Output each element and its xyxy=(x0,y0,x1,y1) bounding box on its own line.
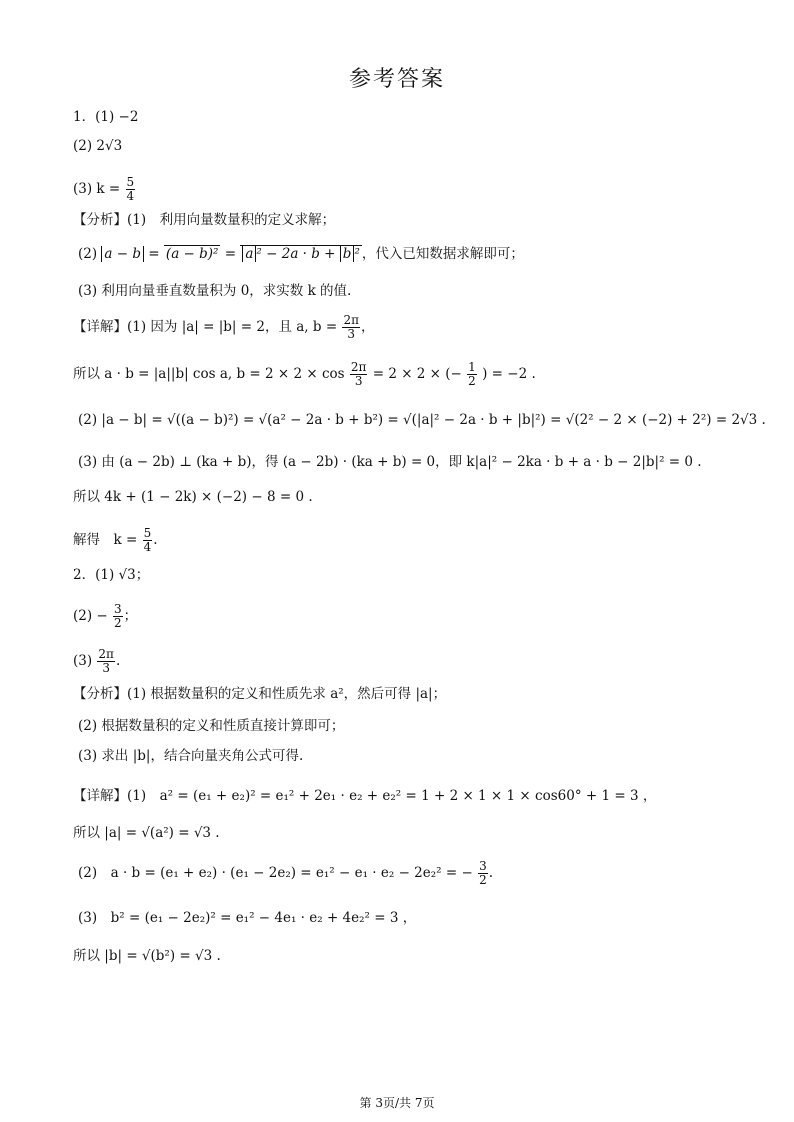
detail-1-2-fraction-a xyxy=(350,361,368,388)
fraction-denominator: 4 xyxy=(143,540,152,554)
detail-1-1-text: 【详解】(1) 因为 |a| = |b| = 2，且 a, b = xyxy=(73,319,338,335)
detail-1-6-fraction xyxy=(143,527,153,554)
detail-1-2-text-c: ) = −2 . xyxy=(482,366,536,382)
detail-2-1: 【详解】(1) a² = (e₁ + e₂)² = e₁² + 2e₁ · e₂ + e₂² = 1 + 2 × 1 × 1 × cos60° + 1 = 3 ， xyxy=(73,788,657,804)
detail-1-2 xyxy=(73,361,536,388)
detail-2-5: 所以 |b| = √(b²) = √3 . xyxy=(73,948,221,964)
answer-2-3-fraction xyxy=(97,648,115,675)
fraction-numerator: 2π xyxy=(98,647,114,661)
answer-2-3-label: (3) xyxy=(73,653,93,669)
detail-2-4: (3) b² = (e₁ − 2e₂)² = e₁² − 4e₁ · e₂ + 4e₂² = 3 ， xyxy=(78,910,417,926)
detail-2-2: 所以 |a| = √(a²) = √3 . xyxy=(73,825,220,841)
fraction-numerator: 3 xyxy=(114,602,122,616)
analysis-2-1: 【分析】(1) 根据数量积的定义和性质先求 a²，然后可得 |a|； xyxy=(73,686,447,702)
answer-1-3 xyxy=(73,176,136,203)
answer-2-1: 2．(1) √3； xyxy=(73,567,150,583)
answer-2-2-label: (2) − xyxy=(73,608,108,624)
detail-1-1-fraction xyxy=(342,314,360,341)
detail-1-6-text: 解得 k = xyxy=(73,532,138,548)
detail-1-3: (2) |a − b| = √((a − b)²) = √(a² − 2a · b + b²) = √(|a|² − 2a · b + |b|²) = √(2² − 2 × (−2) + 2²) = 2√3 . xyxy=(78,412,766,428)
analysis-1-1: 【分析】(1) 利用向量数量积的定义求解； xyxy=(73,212,336,228)
answer-1-1: 1．(1) −2 xyxy=(73,109,139,125)
fraction-numerator: 2π xyxy=(343,313,359,327)
detail-1-1: 【详解】(1) 因为 |a| = |b| = 2，且 a, b = $\frac{2\pi}{3}$ ， xyxy=(73,313,375,341)
fraction-numerator: 5 xyxy=(126,175,135,189)
detail-2-3: (2) a · b = (e₁ + e₂) · (e₁ − 2e₂) = e₁² − e₁ · e₂ − 2e₂² = − $\frac{3}{2}$ . xyxy=(78,859,494,887)
fraction-denominator: 4 xyxy=(126,189,135,203)
fraction-denominator: 2 xyxy=(479,873,487,887)
analysis-1-2 xyxy=(78,244,524,264)
detail-1-2-text: 所以 a · b = |a||b| cos a, b = 2 × 2 × cos xyxy=(73,366,345,382)
page-footer: 第 3页/共 7页 xyxy=(359,1096,435,1110)
fraction-denominator: 3 xyxy=(347,327,356,341)
fraction-numerator: 3 xyxy=(479,859,487,873)
detail-2-3-fraction xyxy=(478,860,488,887)
fraction-denominator: 3 xyxy=(354,374,363,388)
detail-2-3-text: (2) a · b = (e₁ + e₂) · (e₁ − 2e₂) = e₁² − e₁ · e₂ − 2e₂² = − xyxy=(78,865,473,881)
detail-1-4: (3) 由 (a − 2b) ⊥ (ka + b)，得 (a − 2b) · (ka + b) = 0，即 k|a|² − 2ka · b + a · b − 2|b|² = 0 . xyxy=(78,454,702,470)
answer-1-3-fraction xyxy=(126,176,136,203)
analysis-1-2-formula: (2) a − b = (a − b)² = a ² − 2a · b + b ² xyxy=(78,246,360,262)
analysis-1-2-text: ，代入已知数据求解即可； xyxy=(361,246,524,262)
analysis-2-3: (3) 求出 |b|，结合向量夹角公式可得. xyxy=(78,748,304,764)
detail-1-2-text-b: = 2 × 2 × (− xyxy=(372,366,462,382)
fraction-numerator: 1 xyxy=(468,360,476,374)
answer-2-3: (3) $\frac{2\pi}{3}$ . xyxy=(73,647,121,675)
page-title: 参考答案 xyxy=(348,67,445,92)
detail-1-2-fraction-b xyxy=(467,361,477,388)
fraction-numerator: 2π xyxy=(350,360,367,374)
analysis-1-3: (3) 利用向量垂直数量积为 0，求实数 k 的值. xyxy=(78,283,352,299)
fraction-denominator: 2 xyxy=(114,616,122,630)
answer-1-3-label: (3) k = xyxy=(73,181,121,197)
fraction-denominator: 3 xyxy=(102,661,110,675)
fraction-denominator: 2 xyxy=(468,374,476,388)
answer-2-2: (2) − $\frac{3}{2}$ ； xyxy=(73,602,138,630)
fraction-numerator: 5 xyxy=(143,526,152,540)
detail-1-5: 所以 4k + (1 − 2k) × (−2) − 8 = 0 . xyxy=(73,489,313,505)
detail-1-6: 解得 k = $\frac{5}{4}$ . xyxy=(73,526,158,554)
analysis-2-2: (2) 根据数量积的定义和性质直接计算即可； xyxy=(78,718,345,734)
answer-1-2: (2) 2√3 xyxy=(73,138,123,154)
answer-2-2-fraction xyxy=(113,603,123,630)
